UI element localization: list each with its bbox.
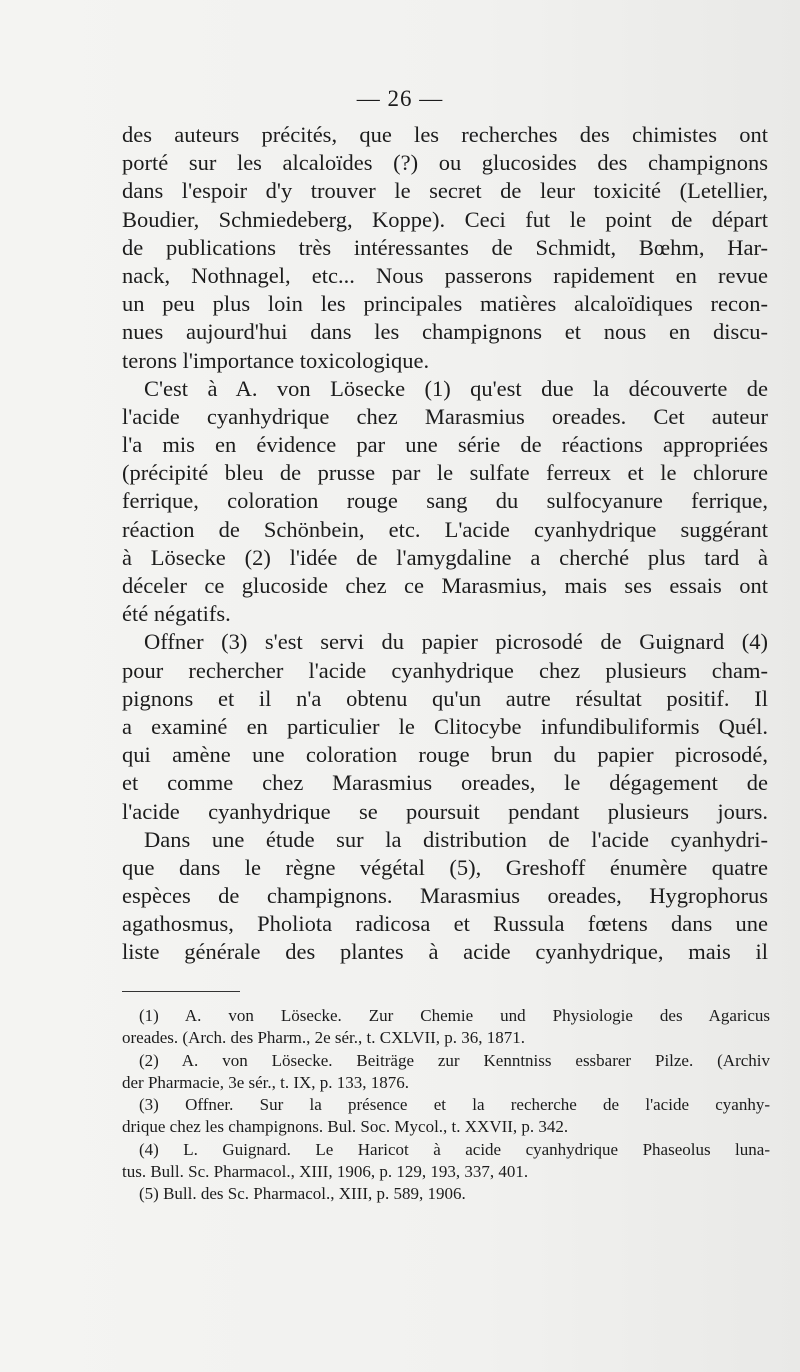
text-line: qui amène une coloration rouge brun du papier picrosodé,: [122, 742, 768, 768]
text-line: pour rechercher l'acide cyanhydrique chez plusieurs cham-: [122, 657, 768, 683]
footnote-line: (1) A. von Lösecke. Zur Chemie und Physiologie des Agaricus: [139, 1006, 770, 1025]
text-line: été négatifs.: [122, 601, 231, 627]
text-line: agathosmus, Pholiota radicosa et Russula fœtens dans une: [122, 911, 768, 937]
footnote-line: (4) L. Guignard. Le Haricot à acide cyanhydrique Phaseolus luna-: [139, 1139, 770, 1159]
text-line: C'est à A. von Lösecke (1) qu'est due la découverte de: [144, 375, 768, 401]
text-line: espèces de champignons. Marasmius oreades, Hygrophorus: [122, 883, 768, 909]
text-line: terons l'importance toxicologique.: [122, 347, 430, 373]
page-number: — 26 —: [356, 86, 444, 111]
footnote-line: der Pharmacie, 3e sér., t. IX, p. 133, 1876.: [122, 1072, 410, 1092]
text-line: l'acide cyanhydrique chez Marasmius oreades. Cet auteur: [122, 403, 768, 429]
footnote-line: tus. Bull. Sc. Pharmacol., XIII, 1906, p. 129, 193, 337, 401.: [122, 1162, 529, 1182]
text-line: ferrique, coloration rouge sang du sulfocyanure ferrique,: [122, 488, 768, 514]
text-line: Dans une étude sur la distribution de l'acide cyanhydri-: [144, 826, 768, 852]
text-line: des auteurs précités, que les recherches des chimistes ont: [122, 122, 768, 147]
text-line: (précipité bleu de prusse par le sulfate ferreux et le chlorure: [122, 460, 768, 486]
text-line: que dans le règne végétal (5), Greshoff énumère quatre: [122, 854, 768, 880]
text-line: dans l'espoir d'y trouver le secret de leur toxicité (Letellier,: [122, 178, 768, 204]
text-line: l'acide cyanhydrique se poursuit pendant plusieurs jours.: [122, 798, 768, 824]
footnote-line: oreades. (Arch. des Pharm., 2e sér., t. CXLVII, p. 36, 1871.: [122, 1028, 526, 1048]
footnote-line: (3) Offner. Sur la présence et la recherche de l'acide cyanhy-: [139, 1095, 770, 1115]
text-line: réaction de Schönbein, etc. L'acide cyanhydrique suggérant: [122, 516, 768, 542]
footnote-divider: [122, 991, 240, 992]
text-line: nues aujourd'hui dans les champignons et nous en discu-: [122, 319, 768, 345]
text-line: nack, Nothnagel, etc... Nous passerons rapidement en revue: [122, 262, 768, 288]
text-line: liste générale des plantes à acide cyanhydrique, mais il: [122, 939, 768, 965]
text-line: porté sur les alcaloïdes (?) ou glucosides des champignons: [122, 150, 768, 176]
footnote-line: (2) A. von Lösecke. Beiträge zur Kenntniss essbarer Pilze. (Archiv: [139, 1050, 770, 1070]
text-line: Boudier, Schmiedeberg, Koppe). Ceci fut le point de départ: [122, 206, 768, 232]
text-line: déceler ce glucoside chez ce Marasmius, mais ses essais ont: [122, 573, 768, 598]
footnotes: [122, 1005, 770, 1206]
text-line: à Lösecke (2) l'idée de l'amygdaline a cherché plus tard à: [122, 544, 768, 570]
footnote-line: drique chez les champignons. Bul. Soc. Mycol., t. XXVII, p. 342.: [122, 1117, 569, 1137]
text-line: et comme chez Marasmius oreades, le dégagement de: [122, 770, 768, 796]
footnote-line: (5) Bull. des Sc. Pharmacol., XIII, p. 589, 1906.: [139, 1184, 466, 1204]
text-line: pignons et il n'a obtenu qu'un autre résultat positif. Il: [122, 685, 768, 711]
text-line: Offner (3) s'est servi du papier picrosodé de Guignard (4): [144, 629, 768, 655]
text-line: l'a mis en évidence par une série de réactions appropriées: [122, 432, 768, 458]
body-text: [122, 121, 768, 967]
text-line: un peu plus loin les principales matières alcaloïdiques recon-: [122, 291, 768, 317]
text-line: de publications très intéressantes de Schmidt, Bœhm, Har-: [122, 234, 768, 260]
text-line: a examiné en particulier le Clitocybe infundibuliformis Quél.: [122, 713, 768, 739]
